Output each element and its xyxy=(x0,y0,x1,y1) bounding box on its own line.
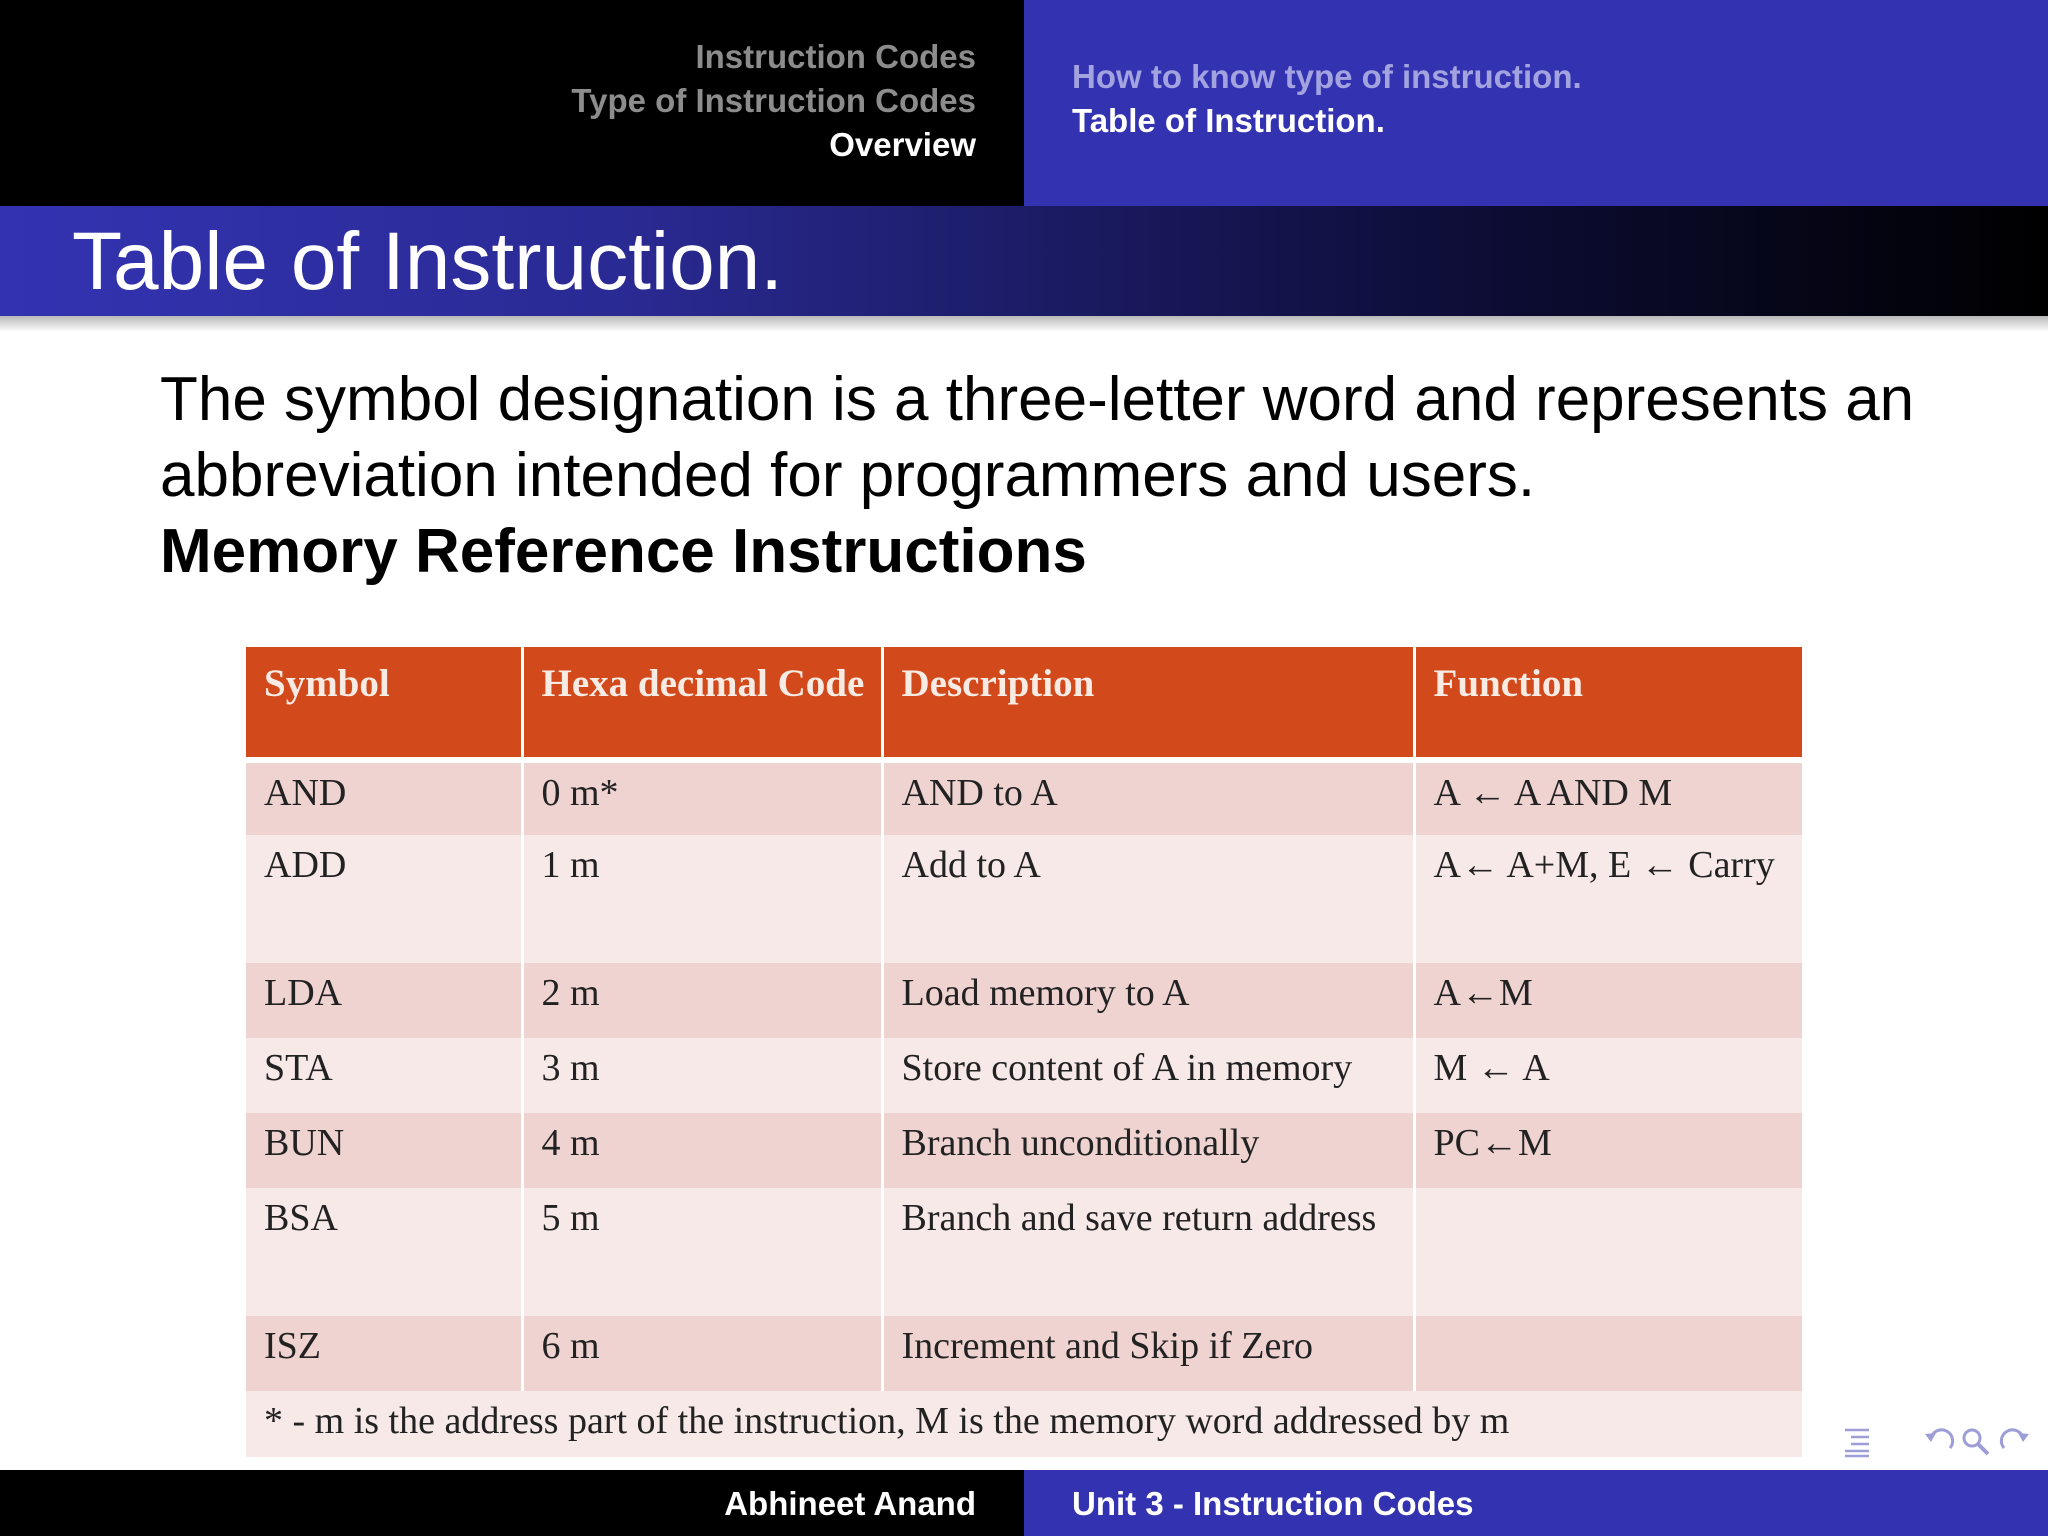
header-description: Description xyxy=(882,647,1414,760)
cell-symbol: ISZ xyxy=(246,1316,522,1391)
subsection-link-how-to-know[interactable]: How to know type of instruction. xyxy=(1072,58,1582,95)
redo-arrow-icon[interactable] xyxy=(1996,1424,2032,1460)
cell-description: Add to A xyxy=(882,835,1414,963)
subsection-list xyxy=(1072,55,1582,143)
footer-author-panel xyxy=(0,1470,1024,1536)
cell-code: 6 m xyxy=(522,1316,882,1391)
header-hex-code: Hexa decimal Code xyxy=(522,647,882,760)
section-link-instruction-codes[interactable]: Instruction Codes xyxy=(695,38,976,75)
cell-function: A←M xyxy=(1414,963,1802,1038)
cell-function: M ← A xyxy=(1414,1038,1802,1113)
author-name: Abhineet Anand xyxy=(724,1485,976,1522)
cell-code: 5 m xyxy=(522,1188,882,1316)
subsection-navigation xyxy=(1024,0,2048,206)
cell-description: Increment and Skip if Zero xyxy=(882,1316,1414,1391)
cell-code: 4 m xyxy=(522,1113,882,1188)
title-shadow xyxy=(0,316,2048,332)
align-lines-icon[interactable] xyxy=(1842,1424,1872,1460)
instruction-table xyxy=(246,647,1802,1457)
table-row xyxy=(246,1113,1802,1188)
cell-symbol: STA xyxy=(246,1038,522,1113)
cell-description: Store content of A in memory xyxy=(882,1038,1414,1113)
cell-symbol: LDA xyxy=(246,963,522,1038)
frame-title: Table of Instruction. xyxy=(72,216,784,307)
cell-code: 1 m xyxy=(522,835,882,963)
subsection-link-table-of-instruction[interactable]: Table of Instruction. xyxy=(1072,102,1385,139)
cell-description: Branch and save return address xyxy=(882,1188,1414,1316)
bottom-bar xyxy=(0,1470,2048,1536)
cell-code: 3 m xyxy=(522,1038,882,1113)
body-heading: Memory Reference Instructions xyxy=(160,517,1087,586)
cell-function xyxy=(1414,1316,1802,1391)
cell-function: A ← A AND M xyxy=(1414,760,1802,835)
table-header-row xyxy=(246,647,1802,760)
table-footnote: * - m is the address part of the instruction, M is the memory word addressed by m xyxy=(246,1391,1802,1457)
presentation-short-title: Unit 3 - Instruction Codes xyxy=(1072,1485,1474,1522)
frame-title-bar xyxy=(0,206,2048,316)
table-row xyxy=(246,1188,1802,1316)
body-paragraph: The symbol designation is a three-letter word and represents an abbreviation intended for programmers and users. xyxy=(160,365,1915,510)
section-list xyxy=(571,35,976,167)
top-navigation xyxy=(0,0,2048,206)
cell-code: 2 m xyxy=(522,963,882,1038)
table-row xyxy=(246,835,1802,963)
cell-symbol: BUN xyxy=(246,1113,522,1188)
cell-symbol: AND xyxy=(246,760,522,835)
section-navigation xyxy=(0,0,1024,206)
table-footnote-row xyxy=(246,1391,1802,1457)
table-row xyxy=(246,963,1802,1038)
cell-function: PC←M xyxy=(1414,1113,1802,1188)
cell-description: AND to A xyxy=(882,760,1414,835)
undo-arrow-icon[interactable] xyxy=(1922,1424,1958,1460)
table-row xyxy=(246,1038,1802,1113)
cell-symbol: BSA xyxy=(246,1188,522,1316)
table-row xyxy=(246,1316,1802,1391)
cell-function: A← A+M, E ← Carry xyxy=(1414,835,1802,963)
section-link-type-of-instruction-codes[interactable]: Type of Instruction Codes xyxy=(571,82,976,119)
section-link-overview[interactable]: Overview xyxy=(829,126,976,163)
header-function: Function xyxy=(1414,647,1802,760)
footer-title-panel xyxy=(1024,1470,2048,1536)
cell-symbol: ADD xyxy=(246,835,522,963)
search-icon[interactable] xyxy=(1960,1424,1992,1460)
cell-description: Load memory to A xyxy=(882,963,1414,1038)
cell-function xyxy=(1414,1188,1802,1316)
header-symbol: Symbol xyxy=(246,647,522,760)
table-row xyxy=(246,760,1802,835)
cell-code: 0 m* xyxy=(522,760,882,835)
cell-description: Branch unconditionally xyxy=(882,1113,1414,1188)
